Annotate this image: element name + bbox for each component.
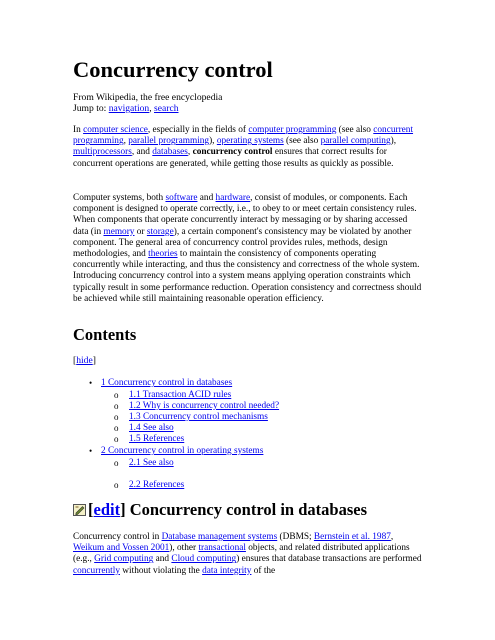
text-run: ) ensures that database transactions are performed	[236, 554, 422, 565]
inline-link[interactable]: parallel programming	[128, 136, 210, 147]
second-paragraph	[73, 193, 425, 305]
inline-link[interactable]: software	[165, 193, 198, 203]
text-run: ,	[187, 147, 193, 158]
toc-link[interactable]: 1.1 Transaction ACID rules	[129, 390, 232, 400]
text-run: ,	[390, 532, 394, 542]
toc-sub-bullet: o	[114, 480, 119, 490]
text-run: and	[153, 554, 172, 565]
inline-link[interactable]: Cloud computing	[171, 554, 237, 565]
toc-bullet: •	[89, 378, 93, 388]
text-run: , especially in the fields of	[147, 125, 249, 135]
inline-link[interactable]: computer science	[83, 125, 148, 135]
hide-bracket-close: ]	[92, 355, 96, 366]
text-run: and	[197, 193, 216, 203]
hide-link[interactable]: hide	[76, 355, 93, 366]
inline-link[interactable]: databases	[152, 147, 188, 158]
toc-link[interactable]: 1.2 Why is concurrency control needed?	[129, 401, 280, 411]
text-run: (see also	[336, 125, 374, 135]
text-run: Computer systems, both	[73, 193, 166, 203]
text-run: Concurrency control in	[73, 532, 162, 542]
intro-paragraph	[73, 125, 425, 170]
inline-link[interactable]: Database management systems	[161, 532, 278, 542]
inline-link[interactable]: operating systems	[216, 136, 284, 147]
databases-paragraph	[73, 532, 425, 577]
toc-sub-bullet: o	[114, 412, 119, 422]
toc-link[interactable]: 1.4 See also	[129, 423, 174, 433]
section-heading-databases	[73, 500, 367, 520]
site-subtitle: From Wikipedia, the free encyclopedia	[73, 92, 223, 103]
text-run: or	[134, 226, 147, 237]
inline-link[interactable]: concurrently	[73, 565, 120, 576]
inline-link[interactable]: Bernstein et al. 1987	[313, 532, 391, 542]
text-run: ,	[123, 136, 129, 147]
inline-link[interactable]: Grid computing	[94, 554, 154, 565]
toc-sub-bullet: o	[114, 434, 119, 444]
toc-sub-bullet: o	[114, 390, 119, 400]
text-run: without violating the	[119, 565, 203, 576]
inline-link[interactable]: concurrent programming	[73, 125, 414, 147]
jump-separator: ,	[149, 103, 155, 114]
toc-sub-bullet: o	[114, 458, 119, 468]
text-run: objects, and related distributed applications (e.g.,	[73, 543, 410, 565]
jump-prefix: Jump to:	[73, 103, 109, 114]
toc-link[interactable]: 2.1 See also	[129, 458, 174, 468]
inline-link[interactable]: transactional	[198, 543, 246, 554]
jump-to-bar	[73, 103, 179, 114]
inline-link[interactable]: storage	[146, 226, 174, 237]
inline-link[interactable]: memory	[103, 226, 135, 237]
inline-link[interactable]: hardware	[215, 193, 251, 203]
edit-pencil-icon[interactable]	[73, 504, 86, 516]
text-run: (see also	[283, 136, 321, 147]
text-run: ),	[390, 136, 397, 147]
toc-sub-bullet: o	[114, 401, 119, 411]
page-title: Concurrency control	[73, 57, 273, 82]
inline-link[interactable]: Weikum and Vossen 2001	[73, 543, 170, 554]
toc-bullet: •	[89, 446, 93, 456]
toc-link[interactable]: 1.5 References	[129, 434, 185, 444]
text-run: ), a certain component's consistency may be violated by another component. The general area of concurrency control provides rules, methods, design methodologies, and	[73, 226, 412, 260]
toc-link[interactable]: 1.3 Concurrency control mechanisms	[129, 412, 268, 422]
section-title-text: Concurrency control in databases	[125, 500, 367, 519]
navigation-link[interactable]: navigation	[108, 103, 150, 114]
toc-link[interactable]: 2.2 References	[129, 480, 185, 490]
text-run: In	[73, 125, 84, 135]
inline-link[interactable]: data integrity	[202, 565, 252, 576]
edit-bracket-close: ]	[120, 500, 126, 519]
text-run: of the	[251, 565, 276, 576]
search-link[interactable]: search	[154, 103, 179, 114]
hide-bracket-open: [	[73, 355, 77, 366]
text-run: (DBMS;	[277, 532, 314, 542]
toc-link[interactable]: 1 Concurrency control in databases	[101, 378, 233, 388]
contents-heading: Contents	[73, 325, 137, 344]
inline-link[interactable]: computer programming	[248, 125, 337, 135]
toc-link[interactable]: 2 Concurrency control in operating systems	[101, 446, 264, 456]
inline-link[interactable]: multiprocessors	[73, 147, 132, 158]
inline-link[interactable]: theories	[148, 249, 178, 260]
bold-term: concurrency control	[192, 147, 273, 158]
text-run: ensures that correct results for concurrent operations are generated, while getting those results as quickly as possible.	[73, 147, 394, 169]
text-run: ), other	[169, 543, 199, 554]
edit-bracket-open: [	[88, 500, 94, 519]
text-run: ),	[209, 136, 217, 147]
text-run: to maintain the consistency of components operating concurrently while interacting, and thus the consistency and correctness of the whole system. Introducing concurrency control into a system means applying operation constraints which typically result in some performance reduction. Operation consistency and correctness should be achieved while still maintaining reasonable operation efficiency.	[73, 249, 422, 304]
text-run: , consist of modules, or components. Each component is designed to operate correctly, i.e., to obey to or meet certain consistency rules. When components that operate concurrently interact by messaging or by sharing accessed data (in	[73, 193, 417, 237]
text-run: , and	[131, 147, 153, 158]
inline-link[interactable]: parallel computing	[320, 136, 391, 147]
edit-link[interactable]: edit	[93, 500, 121, 519]
toc-sub-bullet: o	[114, 423, 119, 433]
hide-toggle	[73, 355, 96, 366]
